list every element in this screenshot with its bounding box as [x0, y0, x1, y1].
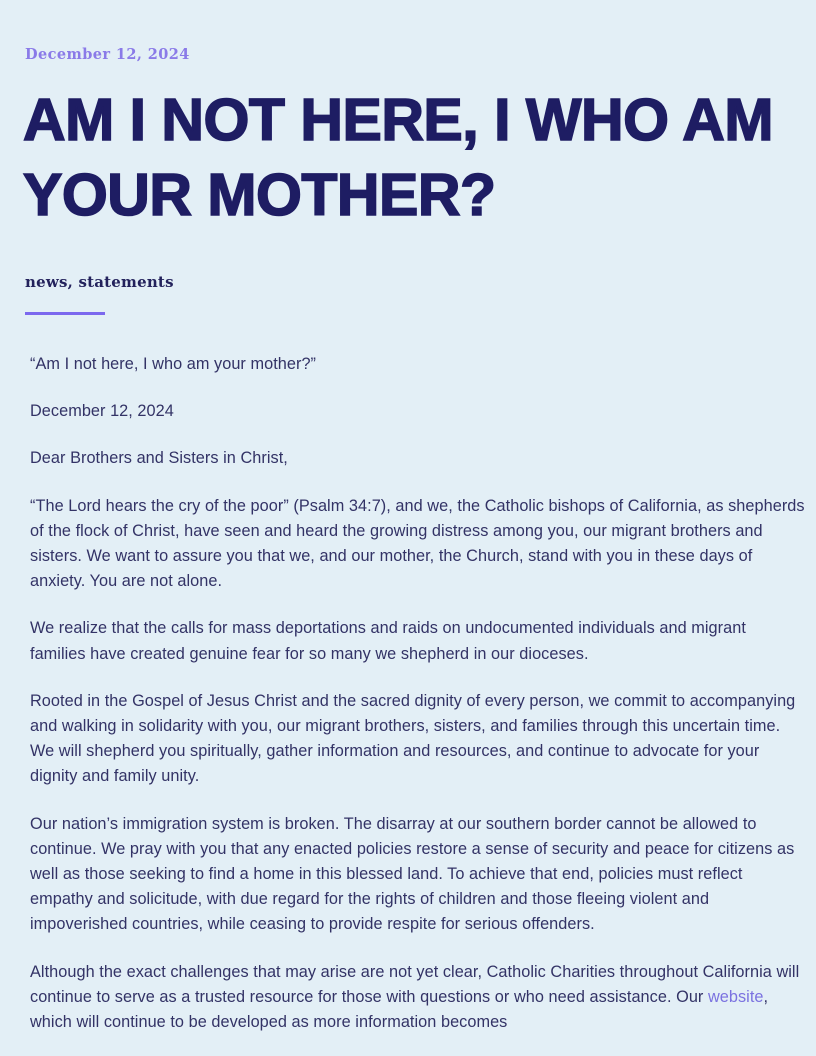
body-paragraph-4: Our nation’s immigration system is broken. The disarray at our southern border cannot be allowed to continue. We pray with you that any enacted policies restore a sense of security and peace for citizens as well as those seeking to find a home in this blessed land. To achieve that end, policies must reflect empathy and solicitude, with due regard for the rights of children and those fleeing violent and impoverished countries, while ceasing to provide respite for serious offenders. [30, 814, 795, 934]
body-paragraph-2: We realize that the calls for mass deportations and raids on undocumented individuals and migrant families have created genuine fear for so many we shepherd in our dioceses. [30, 619, 746, 663]
page-title: AM I NOT HERE, I WHO AM YOUR MOTHER? [23, 87, 773, 228]
body-paragraph-salutation: Dear Brothers and Sisters in Christ, [30, 449, 288, 468]
post-date: December 12, 2024 [25, 46, 190, 63]
body-paragraph-5-text-before: Although the exact challenges that may arise are not yet clear, Catholic Charities throughout California will continue to serve as a trusted resource for those with questions or who need assistance. Our [30, 962, 800, 1006]
website-link[interactable]: website [707, 987, 764, 1006]
body-paragraph-5 [30, 960, 805, 1036]
body-paragraph-date: December 12, 2024 [30, 402, 174, 421]
body-paragraph-3: Rooted in the Gospel of Jesus Christ and the sacred dignity of every person, we commit to accompanying and walking in solidarity with you, our migrant brothers, sisters, and families through this uncertain time. We will shepherd you spiritually, gather information and resources, and continue to advocate for your dignity and family unity. [30, 691, 796, 786]
body-paragraph-1: “The Lord hears the cry of the poor” (Psalm 34:7), and we, the Catholic bishops of California, as shepherds of the flock of Christ, have seen and heard the growing distress among you, our migrant brothers and sisters. We want to assure you that we, and our mother, the Church, stand with you in these days of anxiety. You are not alone. [30, 496, 805, 591]
body-paragraph-quote: “Am I not here, I who am your mother?” [30, 355, 317, 373]
post-tags: news, statements [25, 273, 174, 291]
tag-divider [25, 312, 105, 315]
body-paragraph-5-text-after: , which will continue to be developed as more information becomes [30, 987, 769, 1032]
article-body [30, 352, 805, 1035]
